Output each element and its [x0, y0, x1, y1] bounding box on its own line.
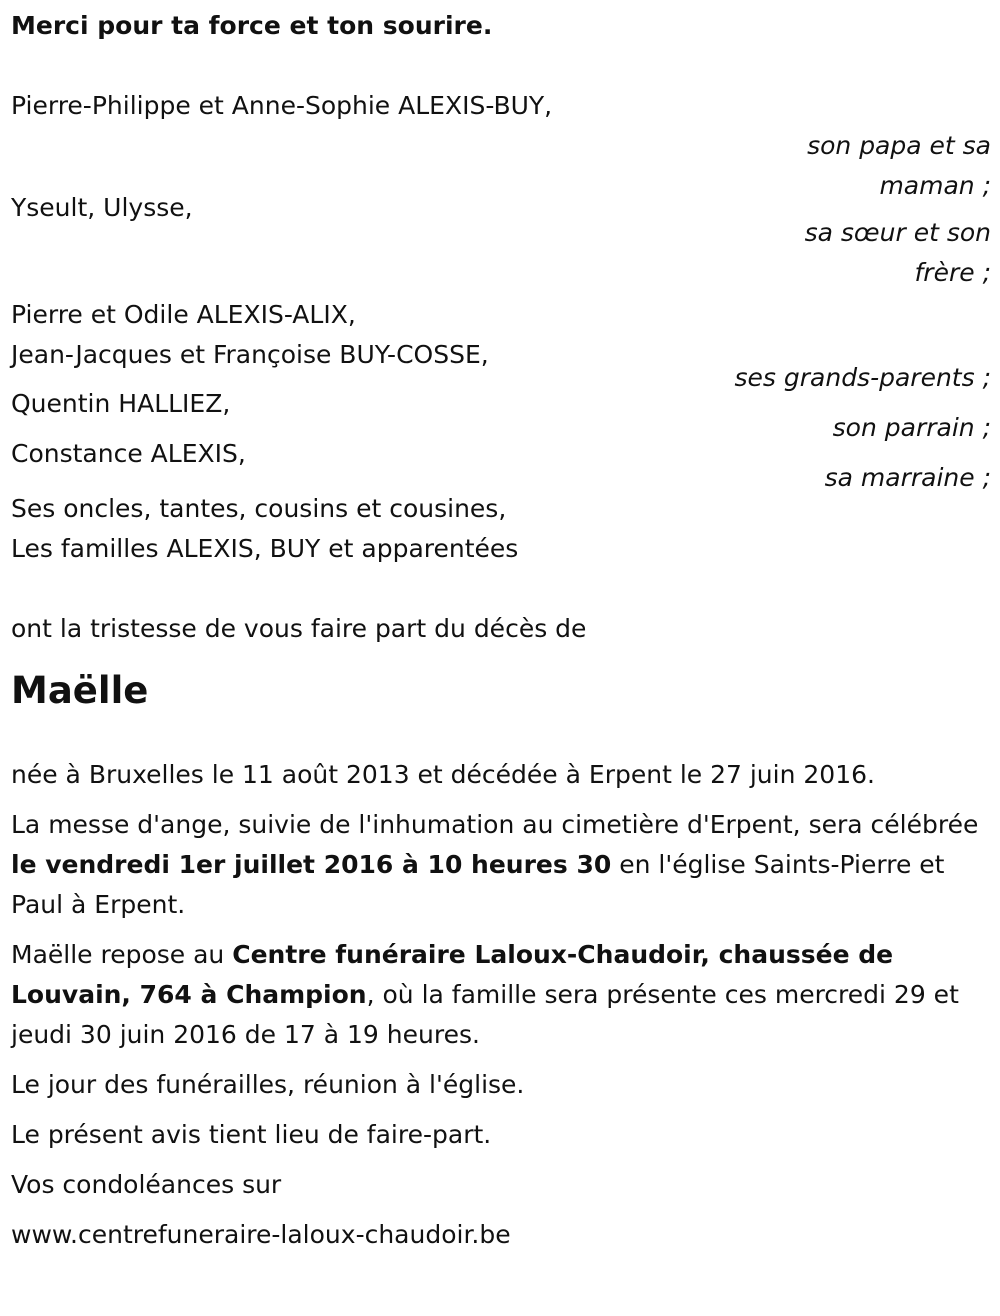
relation-grandparents: ses grands-parents ;	[734, 363, 991, 392]
website-link[interactable]: www.centrefuneraire-laloux-chaudoir.be	[11, 1220, 511, 1249]
mass-suffix: en l'église Saints-Pierre et Paul à Erpent.	[11, 850, 945, 919]
mass-prefix: La messe d'ange, suivie de l'inhumation au cimetière d'Erpent, sera célébrée	[11, 810, 979, 839]
rest-details	[11, 935, 986, 1055]
mass-date-time: le vendredi 1er juillet 2016 à 10 heures 30	[11, 850, 612, 879]
mass-details	[11, 805, 986, 925]
extended-family-line: Les familles ALEXIS, BUY et apparentées	[11, 534, 519, 563]
rest-prefix: Maëlle repose au	[11, 940, 233, 969]
relation-siblings	[791, 213, 991, 293]
relation-line: sa sœur et son	[804, 218, 991, 247]
notice-text: Le présent avis tient lieu de faire-part.	[11, 1120, 492, 1149]
rest-place: Centre funéraire Laloux-Chaudoir, chaussée de Louvain, 764 à Champion	[11, 940, 894, 1009]
family-names-parents: Pierre-Philippe et Anne-Sophie ALEXIS-BUY,	[11, 91, 553, 120]
announcement: ont la tristesse de vous faire part du décès de	[11, 614, 587, 643]
family-names-grandparents-2: Jean-Jacques et Françoise BUY-COSSE,	[11, 340, 489, 369]
family-names-godmother: Constance ALEXIS,	[11, 439, 246, 468]
motto: Merci pour ta force et ton sourire.	[11, 11, 493, 40]
rest-suffix: , où la famille sera présente ces mercredi 29 et jeudi 30 juin 2016 de 17 à 19 heures.	[11, 980, 959, 1049]
relation-line: maman ;	[879, 171, 991, 200]
relation-line: frère ;	[914, 258, 991, 287]
family-names-godfather: Quentin HALLIEZ,	[11, 389, 231, 418]
birth-death-dates: née à Bruxelles le 11 août 2013 et décédée à Erpent le 27 juin 2016.	[11, 760, 875, 789]
relation-godmother: sa marraine ;	[824, 463, 991, 492]
condolences-text: Vos condoléances sur	[11, 1170, 282, 1199]
family-names-grandparents-1: Pierre et Odile ALEXIS-ALIX,	[11, 300, 356, 329]
funeral-day: Le jour des funérailles, réunion à l'église.	[11, 1070, 525, 1099]
obituary-notice	[11, 6, 991, 1265]
relation-godfather: son parrain ;	[832, 413, 991, 442]
family-names-siblings: Yseult, Ulysse,	[11, 193, 193, 222]
deceased-name: Maëlle	[11, 669, 149, 712]
extended-family-line: Ses oncles, tantes, cousins et cousines,	[11, 494, 507, 523]
relation-line: son papa et sa	[807, 131, 991, 160]
